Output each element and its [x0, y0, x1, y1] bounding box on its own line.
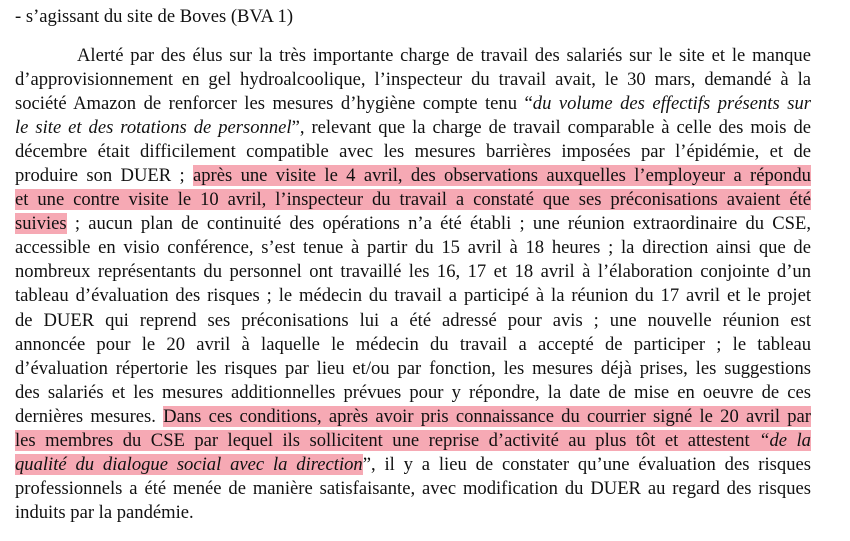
text-segment: nombreux représentants du personnel ont travaillé les 16, 17 et 18 avril à l’élaboration conjointe d’un: [15, 261, 811, 283]
text-line: [15, 453, 811, 477]
text-segment: dernières mesures.: [15, 405, 164, 427]
text-segment: accessible en visio conférence, s’est tenue à partir du 15 avril à 18 heures ; la direction ainsi que de: [15, 237, 811, 259]
text-line: [15, 284, 811, 308]
text-segment: décembre était difficilement compatible avec les mesures barrières imposées par l’épidémie, et de: [15, 141, 811, 163]
text-segment: d’approvisionnement en gel hydroalcoolique, l’inspecteur du travail avait, le 30 mars, demandé à la: [15, 69, 811, 91]
quoted-text: le site et des rotations de personnel: [15, 117, 292, 139]
text-line: [15, 477, 811, 501]
text-line: [15, 357, 811, 381]
text-segment: de DUER qui reprend ses préconisations lui a été adressé pour avis ; une nouvelle réunion est: [15, 309, 811, 331]
highlighted-text: et une contre visite le 10 avril, l’inspecteur du travail a constaté que ses préconisations avaient été: [15, 189, 811, 211]
text-line: [15, 309, 811, 333]
text-line: [15, 44, 811, 68]
text-line: [15, 260, 811, 284]
text-segment: société Amazon de renforcer les mesures d’hygiène compte tenu “: [15, 93, 533, 115]
text-segment: ”, relevant que la charge de travail comparable à celle des mois de: [291, 117, 811, 139]
text-line: [15, 236, 811, 260]
text-segment: des salariés et les mesures additionnelles prévues pour y répondre, la date de mise en oeuvre de ces: [15, 381, 811, 403]
text-line: [15, 164, 811, 188]
section-heading: - s’agissant du site de Boves (BVA 1): [15, 6, 294, 27]
text-line: [15, 140, 811, 164]
text-line: [15, 188, 811, 212]
text-line: [15, 405, 811, 429]
text-segment: Alerté par des élus sur la très importante charge de travail des salariés sur le site et le manque: [77, 45, 811, 66]
body-paragraph: [15, 44, 811, 525]
text-segment: ”, il y a lieu de constater qu’une évaluation des risques: [362, 453, 811, 475]
text-line: [15, 381, 811, 405]
text-segment: ; aucun plan de continuité des opérations n’a été établi ; une réunion extraordinaire du CSE,: [66, 213, 811, 235]
highlighted-text: après une visite le 4 avril, des observations auxquelles l’employeur a répondu: [193, 165, 811, 187]
quoted-text: du volume des effectifs présents sur: [532, 93, 811, 115]
highlighted-text: “de la: [759, 429, 811, 451]
highlighted-text: suivies: [15, 213, 67, 235]
highlighted-text: Dans ces conditions, après avoir pris connaissance du courrier signé le 20 avril par: [163, 405, 811, 427]
text-line: [15, 333, 811, 357]
highlighted-text: les membres du CSE par lequel ils sollicitent une reprise d’activité au plus tôt et attestent: [15, 429, 760, 451]
text-line: [15, 68, 811, 92]
text-line: [15, 501, 811, 525]
highlighted-text: qualité du dialogue social avec la direction: [15, 453, 363, 475]
text-segment: d’évaluation répertorie les risques par lieu et/ou par fonction, les mesures déjà prises, les suggestions: [15, 357, 811, 379]
text-segment: tableau d’évaluation des risques ; le médecin du travail a participé à la réunion du 17 avril et le projet: [15, 285, 811, 307]
text-segment: produire son DUER ;: [15, 165, 193, 187]
text-segment: induits par la pandémie.: [15, 501, 194, 523]
text-segment: annoncée pour le 20 avril à laquelle le médecin du travail a accepté de participer ; le tableau: [15, 333, 811, 355]
text-line: [15, 92, 811, 116]
text-line: [15, 429, 811, 453]
text-line: [15, 212, 811, 236]
text-segment: professionnels a été menée de manière satisfaisante, avec modification du DUER au regard des risques: [15, 477, 811, 499]
text-line: [15, 116, 811, 140]
